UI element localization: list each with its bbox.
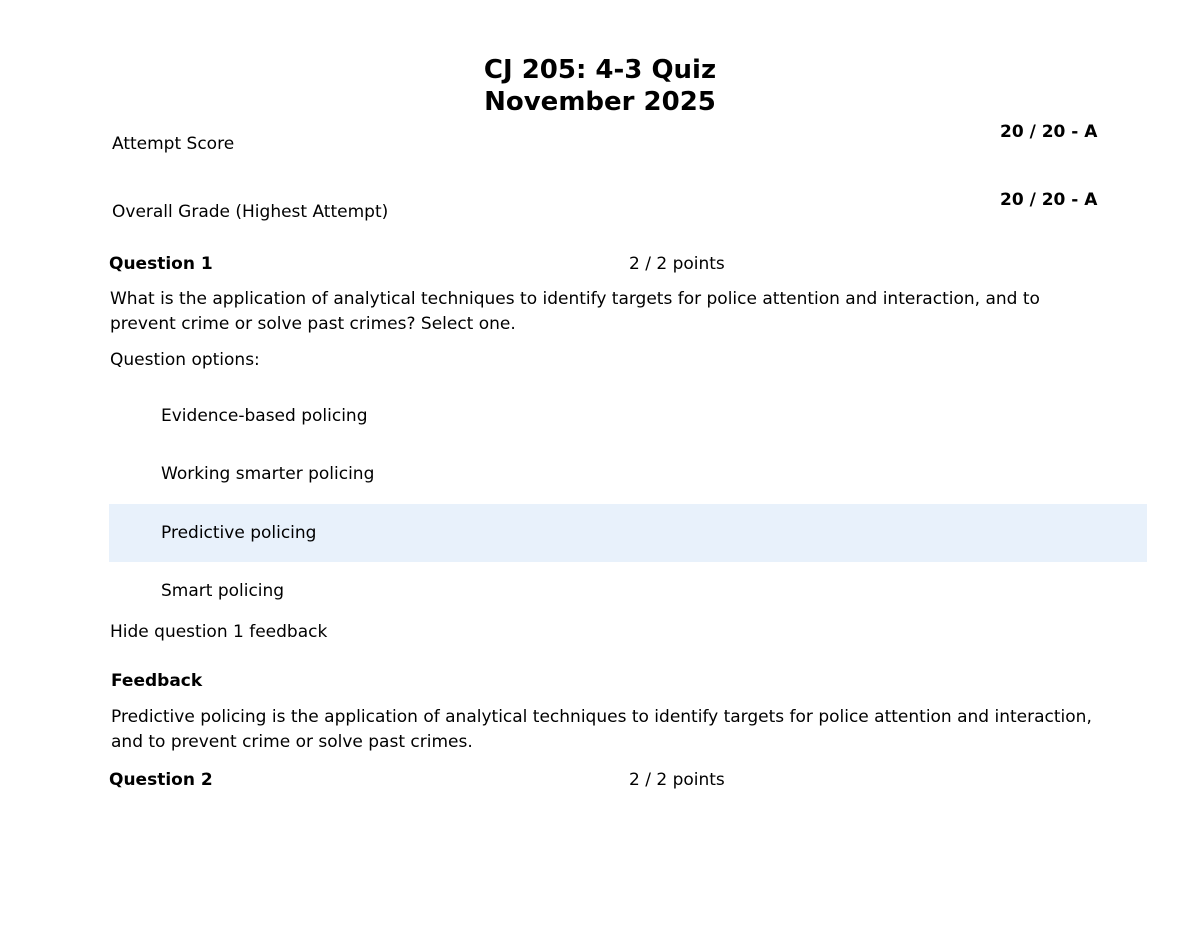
- question-options-label: Question options:: [110, 350, 260, 370]
- page-date: November 2025: [484, 87, 716, 117]
- question-1-points: 2 / 2 points: [629, 254, 725, 274]
- question-option-label: Working smarter policing: [161, 464, 375, 484]
- attempt-score-label: Attempt Score: [112, 134, 235, 154]
- overall-grade-label: Overall Grade (Highest Attempt): [112, 202, 389, 222]
- question-option-label: Predictive policing: [161, 523, 317, 543]
- question-1-text: What is the application of analytical techniques to identify targets for police attention and interaction, and to prevent crime or solve past crimes? Select one.: [110, 289, 1040, 334]
- question-1-title: Question 1: [109, 254, 213, 274]
- question-option-label: Smart policing: [161, 581, 285, 601]
- question-option-label: Evidence-based policing: [161, 406, 368, 426]
- question-2-title: Question 2: [109, 770, 213, 790]
- question-option: [109, 562, 1147, 620]
- question-option-selected: [109, 504, 1147, 562]
- feedback-text: Predictive policing is the application of analytical techniques to identify targets for police attention and interaction, and to prevent crime or solve past crimes.: [111, 707, 1092, 752]
- page-title: CJ 205: 4-3 Quiz: [483, 55, 717, 85]
- hide-feedback-link[interactable]: Hide question 1 feedback: [110, 622, 328, 642]
- attempt-score-value: 20 / 20 - A: [1000, 122, 1098, 142]
- question-option: [109, 445, 1147, 503]
- feedback-heading: Feedback: [111, 671, 203, 691]
- question-2-header: [0, 768, 1200, 794]
- question-1-header: [0, 252, 1200, 278]
- question-2-points: 2 / 2 points: [629, 770, 725, 790]
- overall-grade-value: 20 / 20 - A: [1000, 190, 1098, 210]
- question-option: [109, 387, 1147, 445]
